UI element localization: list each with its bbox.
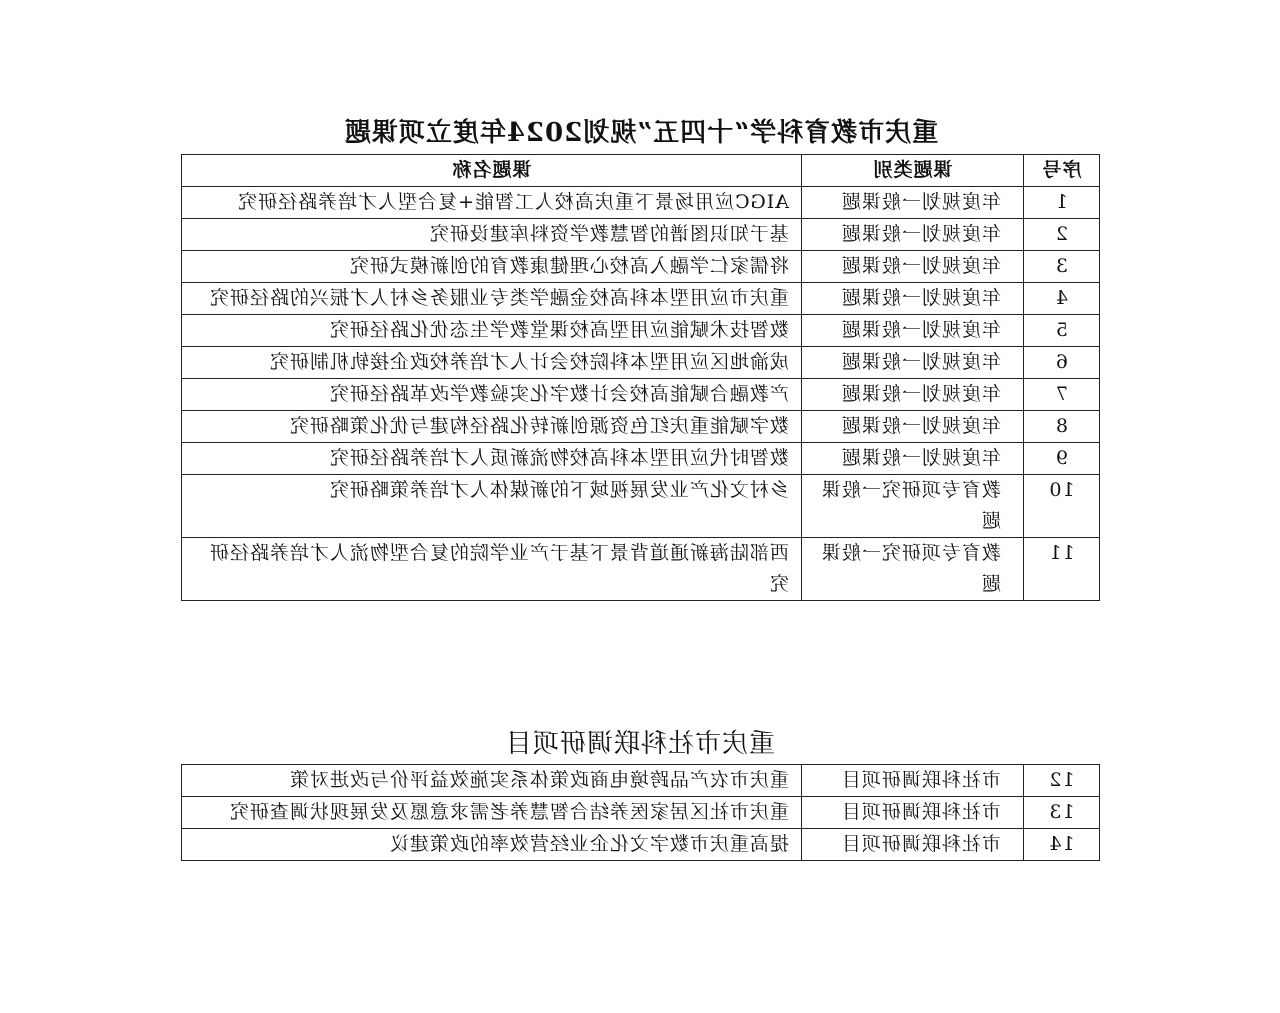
row-name: 重庆市社区居家医养结合智慧养老需求意愿及发展现状调查研究 xyxy=(182,797,802,829)
row-seq: 11 xyxy=(1024,538,1100,601)
row-type: 年度规划一般课题 xyxy=(802,347,1024,379)
row-type: 年度规划一般课题 xyxy=(802,315,1024,347)
row-seq: 3 xyxy=(1024,251,1100,283)
row-seq: 9 xyxy=(1024,443,1100,475)
table-row xyxy=(182,411,1100,443)
row-name: 提高重庆市数字文化企业经营效率的政策建议 xyxy=(182,829,802,861)
row-name: 重庆市应用型本科高校金融学类专业服务乡村人才振兴的路径研究 xyxy=(182,283,802,315)
header-name: 课题名称 xyxy=(182,155,802,187)
row-type: 年度规划一般课题 xyxy=(802,219,1024,251)
row-seq: 1 xyxy=(1024,187,1100,219)
row-name: 产教融合赋能高校会计数字化实验教学改革路径研究 xyxy=(182,379,802,411)
row-name: 重庆市农产品跨境电商政策体系实施效益评价与改进对策 xyxy=(182,765,802,797)
table-row xyxy=(182,187,1100,219)
row-type: 教育专项研究一般课题 xyxy=(802,475,1024,538)
row-name: 数智技术赋能应用型高校课堂教学生态优化路径研究 xyxy=(182,315,802,347)
table-row xyxy=(182,315,1100,347)
row-type: 年度规划一般课题 xyxy=(802,379,1024,411)
row-type: 年度规划一般课题 xyxy=(802,251,1024,283)
table-header-row xyxy=(182,155,1100,187)
row-name: 成渝地区应用型本科院校会计人才培养校政企接轨机制研究 xyxy=(182,347,802,379)
row-type: 年度规划一般课题 xyxy=(802,283,1024,315)
table-row xyxy=(182,475,1100,538)
row-type: 年度规划一般课题 xyxy=(802,411,1024,443)
row-name: 乡村文化产业发展视域下的新媒体人才培养策略研究 xyxy=(182,475,802,538)
row-name: AIGC应用场景下重庆高校人工智能+复合型人才培养路径研究 xyxy=(182,187,802,219)
table-row xyxy=(182,538,1100,601)
row-seq: 14 xyxy=(1024,829,1100,861)
social-projects-table xyxy=(181,764,1100,861)
table-row xyxy=(182,251,1100,283)
header-seq: 序号 xyxy=(1024,155,1100,187)
row-type: 市社科联调研项目 xyxy=(802,765,1024,797)
row-seq: 5 xyxy=(1024,315,1100,347)
header-type: 课题类别 xyxy=(802,155,1024,187)
row-seq: 8 xyxy=(1024,411,1100,443)
row-seq: 7 xyxy=(1024,379,1100,411)
table-row xyxy=(182,283,1100,315)
table-row xyxy=(182,443,1100,475)
row-type: 市社科联调研项目 xyxy=(802,797,1024,829)
social-title: 重庆市社科联调研项目 xyxy=(505,729,776,759)
table-row xyxy=(182,219,1100,251)
table-row xyxy=(182,347,1100,379)
row-seq: 10 xyxy=(1024,475,1100,538)
table-row xyxy=(182,797,1100,829)
row-name: 基于知识图谱的智慧教学资料库建设研究 xyxy=(182,219,802,251)
row-seq: 13 xyxy=(1024,797,1100,829)
row-type: 市社科联调研项目 xyxy=(802,829,1024,861)
row-name: 将儒家仁学融入高校心理健康教育的创新模式研究 xyxy=(182,251,802,283)
plan-projects-table xyxy=(181,154,1100,601)
row-seq: 6 xyxy=(1024,347,1100,379)
table-row xyxy=(182,379,1100,411)
row-seq: 2 xyxy=(1024,219,1100,251)
row-type: 年度规划一般课题 xyxy=(802,443,1024,475)
row-name: 西部陆海新通道背景下基于产业学院的复合型物流人才培养路径研究 xyxy=(182,538,802,601)
row-seq: 4 xyxy=(1024,283,1100,315)
table-row xyxy=(182,829,1100,861)
row-type: 年度规划一般课题 xyxy=(802,187,1024,219)
row-name: 数字赋能重庆红色资源创新转化路径构建与优化策略研究 xyxy=(182,411,802,443)
plan-title: 重庆市教育科学“十四五”规划2024年度立项课题 xyxy=(343,118,939,148)
row-name: 数智时代应用型本科高校物流新质人才培养路径研究 xyxy=(182,443,802,475)
table-row xyxy=(182,765,1100,797)
row-type: 教育专项研究一般课题 xyxy=(802,538,1024,601)
row-seq: 12 xyxy=(1024,765,1100,797)
